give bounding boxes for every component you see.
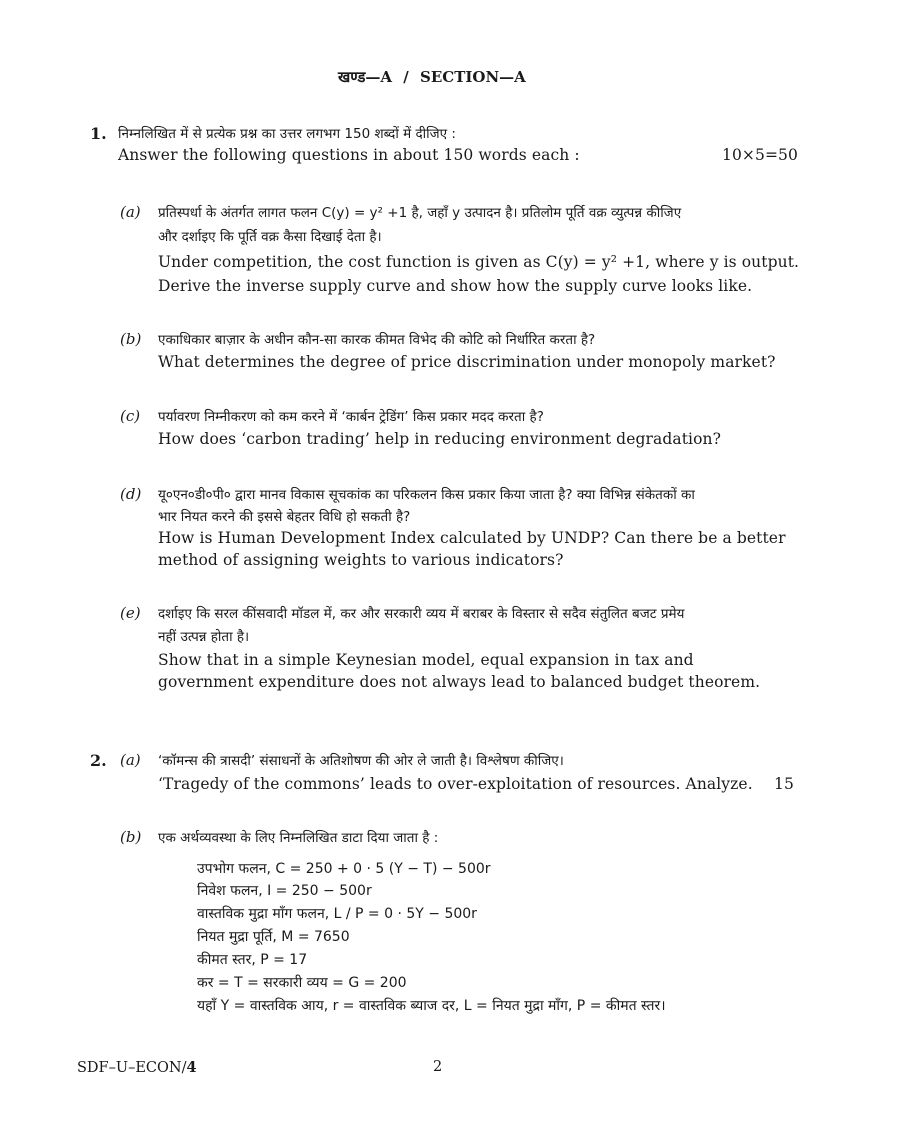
q1e-english-line1: Show that in a simple Keynesian model, equal expansion in tax and — [158, 651, 694, 669]
q1a-english-line2: Derive the inverse supply curve and show how the supply curve looks like. — [158, 277, 753, 295]
q1-marks: 10×5=50 — [722, 146, 798, 164]
q1b-hindi-line1: एकाधिकार बाज़ार के अधीन कौन-सा कारक कीमत विभेद की कोटि को निर्धारित करता है? — [158, 332, 596, 348]
paper-code — [77, 1059, 197, 1076]
q1-instruction-english: Answer the following questions in about 150 words each : — [118, 146, 580, 164]
q1c-hindi-line1: पर्यावरण निम्नीकरण को कम करने में ‘कार्बन ट्रेडिंग’ किस प्रकार मदद करता है? — [158, 409, 544, 425]
q1d-hindi-line2: भार नियत करने की इससे बेहतर विधि हो सकती है? — [158, 509, 411, 525]
q2a-hindi-line1: ‘कॉमन्स की त्रासदी’ संसाधनों के अतिशोषण की ओर ले जाती है। विश्लेषण कीजिए। — [158, 753, 564, 769]
page-number: 2 — [433, 1059, 443, 1075]
q1e-english-line2: government expenditure does not always lead to balanced budget theorem. — [158, 673, 761, 691]
q1-instruction-hindi: निम्नलिखित में से प्रत्येक प्रश्न का उत्तर लगभग 150 शब्दों में दीजिए : — [118, 126, 456, 142]
q1e-label: (e) — [120, 604, 141, 622]
q1d-english-line1: How is Human Development Index calculated by UNDP? Can there be a better — [158, 529, 786, 547]
q2b-price-level: कीमत स्तर, P = 17 — [197, 952, 308, 968]
q2b-tax-govt-expenditure: कर = T = सरकारी व्यय = G = 200 — [197, 975, 407, 991]
q1d-english-line2: method of assigning weights to various indicators? — [158, 551, 564, 569]
q2b-hindi-intro: एक अर्थव्यवस्था के लिए निम्नलिखित डाटा दिया जाता है : — [158, 830, 439, 846]
section-header — [338, 67, 526, 87]
q1-number: 1. — [90, 124, 107, 143]
section-header-english: SECTION—A — [420, 68, 526, 86]
q2a-label: (a) — [120, 751, 141, 769]
q2a-marks: 15 — [774, 775, 794, 793]
section-header-hindi: खण्ड—A — [338, 68, 393, 86]
q1d-label: (d) — [120, 485, 142, 503]
q1d-hindi-line1: यू०एन०डी०पी० द्वारा मानव विकास सूचकांक का परिकलन किस प्रकार किया जाता है? क्या विभिन्न संकेतकों का — [158, 487, 695, 503]
q2b-money-demand-function: वास्तविक मुद्रा माँग फलन, L / P = 0 · 5Y − 500r — [197, 906, 477, 922]
q2b-definitions: यहाँ Y = वास्तविक आय, r = वास्तविक ब्याज दर, L = नियत मुद्रा माँग, P = कीमत स्तर। — [197, 998, 666, 1014]
paper-code-number: 4 — [186, 1059, 197, 1076]
q2b-label: (b) — [120, 828, 142, 846]
q2b-money-supply: नियत मुद्रा पूर्ति, M = 7650 — [197, 929, 350, 945]
q2b-investment-function: निवेश फलन, I = 250 − 500r — [197, 883, 372, 899]
q1a-hindi-line1: प्रतिस्पर्धा के अंतर्गत लागत फलन C(y) = y² +1 है, जहाँ y उत्पादन है। प्रतिलोम पूर्ति वक्र व्युत्पन्न कीजिए — [158, 205, 682, 221]
q1c-english-line1: How does ‘carbon trading’ help in reducing environment degradation? — [158, 430, 722, 448]
q1b-label: (b) — [120, 330, 142, 348]
q2b-consumption-function: उपभोग फलन, C = 250 + 0 · 5 (Y − T) − 500r — [197, 861, 491, 877]
q2a-english-line1: ‘Tragedy of the commons’ leads to over-exploitation of resources. Analyze. — [158, 775, 753, 793]
paper-code-prefix: SDF–U–ECON/ — [77, 1060, 187, 1076]
q1b-english-line1: What determines the degree of price discrimination under monopoly market? — [158, 353, 776, 371]
q2-number: 2. — [90, 751, 107, 770]
section-header-separator: / — [403, 68, 409, 86]
q1e-hindi-line2: नहीं उत्पन्न होता है। — [158, 629, 250, 645]
q1e-hindi-line1: दर्शाइए कि सरल कींसवादी मॉडल में, कर और सरकारी व्यय में बराबर के विस्तार से सदैव संतुलित बजट प्रमेय — [158, 606, 685, 622]
q1a-label: (a) — [120, 203, 141, 221]
q1c-label: (c) — [120, 407, 141, 425]
q1a-english-line1: Under competition, the cost function is given as C(y) = y² +1, where y is output. — [158, 253, 800, 271]
q1a-hindi-line2: और दर्शाइए कि पूर्ति वक्र कैसा दिखाई देता है। — [158, 229, 382, 245]
